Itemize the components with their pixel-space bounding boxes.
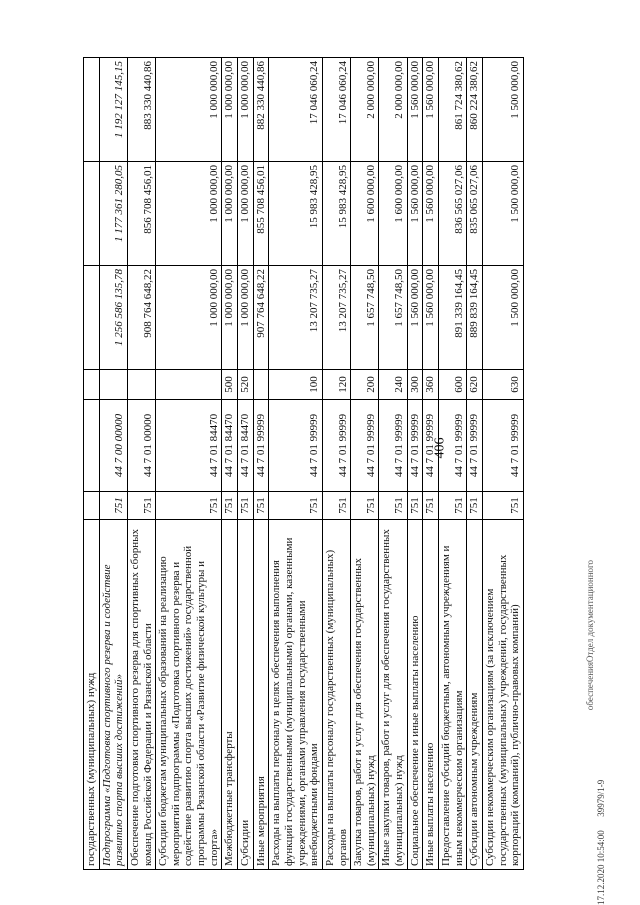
row-amount-2023: 860 224 380,62 bbox=[467, 58, 483, 162]
footer-timestamp: 17.12.2020 10:54:00 bbox=[596, 830, 606, 905]
row-name: Предоставление субсидий бюджетным, автономным учреждениям и иным некоммерческим организациям bbox=[439, 520, 467, 870]
row-amount-2022: 1 560 000,00 bbox=[423, 162, 439, 266]
table-row bbox=[322, 58, 350, 870]
row-vr bbox=[99, 370, 127, 400]
row-vr bbox=[156, 370, 222, 400]
table-row bbox=[269, 58, 323, 870]
row-amount-2022: 856 708 456,01 bbox=[127, 162, 155, 266]
table-row bbox=[222, 58, 238, 870]
row-code: 44 7 01 84470 bbox=[238, 400, 254, 492]
row-amount-2022: 1 600 000,00 bbox=[351, 162, 379, 266]
budget-table-body bbox=[84, 58, 524, 870]
row-name: Расходы на выплаты персоналу в целях обеспечения выполнения функций государственными (муниципальными) органами, казенными учреждениями, органами управления государственными внебюджетными фондами bbox=[269, 520, 323, 870]
budget-table-rotated bbox=[83, 58, 603, 870]
row-amount-2023: 1 560 000,00 bbox=[407, 58, 423, 162]
row-amount-2023: 882 330 440,86 bbox=[253, 58, 269, 162]
row-vr: 620 bbox=[467, 370, 483, 400]
row-code: 44 7 01 99999 bbox=[467, 400, 483, 492]
row-amount-2023: 1 000 000,00 bbox=[156, 58, 222, 162]
row-amount-2022: 1 600 000,00 bbox=[379, 162, 407, 266]
table-row bbox=[99, 58, 127, 870]
row-amount-2023: 1 192 127 145,15 bbox=[99, 58, 127, 162]
row-name: государственных (муниципальных) нужд bbox=[84, 520, 100, 870]
row-amount-2022: 855 708 456,01 bbox=[253, 162, 269, 266]
row-ministry: 751 bbox=[423, 492, 439, 520]
row-amount-2023: 1 500 000,00 bbox=[482, 58, 523, 162]
row-ministry: 751 bbox=[156, 492, 222, 520]
row-amount-2021: 889 839 164,45 bbox=[467, 266, 483, 370]
row-ministry: 751 bbox=[127, 492, 155, 520]
row-code: 44 7 01 00000 bbox=[127, 400, 155, 492]
row-ministry: 751 bbox=[467, 492, 483, 520]
row-vr bbox=[253, 370, 269, 400]
row-amount-2021: 1 560 000,00 bbox=[423, 266, 439, 370]
row-ministry: 751 bbox=[482, 492, 523, 520]
row-amount-2021: 1 000 000,00 bbox=[222, 266, 238, 370]
row-ministry: 751 bbox=[99, 492, 127, 520]
stamp-line: обеспечения bbox=[585, 662, 595, 711]
row-vr: 300 bbox=[407, 370, 423, 400]
row-vr: 240 bbox=[379, 370, 407, 400]
row-code: 44 7 01 99999 bbox=[423, 400, 439, 492]
row-ministry: 751 bbox=[238, 492, 254, 520]
row-amount-2022: 15 983 428,95 bbox=[322, 162, 350, 266]
table-row bbox=[439, 58, 467, 870]
row-vr: 200 bbox=[351, 370, 379, 400]
row-name: Подпрограмма «Подготовка спортивного резерва и содействие развитию спорта высших достижений» bbox=[99, 520, 127, 870]
row-amount-2022: 835 065 027,06 bbox=[467, 162, 483, 266]
row-ministry bbox=[84, 492, 100, 520]
row-amount-2022: 1 560 000,00 bbox=[407, 162, 423, 266]
row-amount-2023: 1 000 000,00 bbox=[222, 58, 238, 162]
row-vr: 500 bbox=[222, 370, 238, 400]
row-name: Иные выплаты населению bbox=[423, 520, 439, 870]
row-code: 44 7 00 00000 bbox=[99, 400, 127, 492]
table-row bbox=[156, 58, 222, 870]
row-amount-2021: 1 657 748,50 bbox=[351, 266, 379, 370]
table-row bbox=[127, 58, 155, 870]
row-code bbox=[84, 400, 100, 492]
row-name: Обеспечение подготовки спортивного резерва для спортивных сборных команд Российской Федерации и Рязанской области bbox=[127, 520, 155, 870]
row-code: 44 7 01 99999 bbox=[482, 400, 523, 492]
row-amount-2023: 2 000 000,00 bbox=[351, 58, 379, 162]
row-amount-2022: 1 000 000,00 bbox=[222, 162, 238, 266]
table-row bbox=[379, 58, 407, 870]
row-amount-2023: 883 330 440,86 bbox=[127, 58, 155, 162]
row-ministry: 751 bbox=[351, 492, 379, 520]
row-name: Субсидии bbox=[238, 520, 254, 870]
row-code: 44 7 01 99999 bbox=[407, 400, 423, 492]
footer bbox=[596, 605, 606, 905]
table-row bbox=[351, 58, 379, 870]
row-ministry: 751 bbox=[379, 492, 407, 520]
row-amount-2022: 1 000 000,00 bbox=[156, 162, 222, 266]
stamp-line: Отдел документационного bbox=[585, 560, 595, 663]
row-amount-2021: 1 000 000,00 bbox=[238, 266, 254, 370]
row-amount-2022 bbox=[84, 162, 100, 266]
row-code: 44 7 01 99999 bbox=[439, 400, 467, 492]
row-amount-2022: 1 500 000,00 bbox=[482, 162, 523, 266]
row-name: Закупка товаров, работ и услуг для обеспечения государственных (муниципальных) нужд bbox=[351, 520, 379, 870]
row-vr: 520 bbox=[238, 370, 254, 400]
row-amount-2022: 1 000 000,00 bbox=[238, 162, 254, 266]
table-row bbox=[407, 58, 423, 870]
row-amount-2023: 861 724 380,62 bbox=[439, 58, 467, 162]
row-code: 44 7 01 99999 bbox=[253, 400, 269, 492]
row-amount-2021: 13 207 735,27 bbox=[269, 266, 323, 370]
row-name: Социальное обеспечение и иные выплаты населению bbox=[407, 520, 423, 870]
row-amount-2023: 17 046 060,24 bbox=[269, 58, 323, 162]
row-ministry: 751 bbox=[253, 492, 269, 520]
row-ministry: 751 bbox=[439, 492, 467, 520]
row-ministry: 751 bbox=[269, 492, 323, 520]
row-code: 44 7 01 84470 bbox=[222, 400, 238, 492]
row-vr: 100 bbox=[269, 370, 323, 400]
row-vr bbox=[127, 370, 155, 400]
row-vr: 120 bbox=[322, 370, 350, 400]
row-amount-2021: 1 256 586 135,78 bbox=[99, 266, 127, 370]
row-name: Субсидии автономным учреждениям bbox=[467, 520, 483, 870]
row-code: 44 7 01 99999 bbox=[269, 400, 323, 492]
row-code: 44 7 01 99999 bbox=[351, 400, 379, 492]
row-amount-2023: 1 000 000,00 bbox=[238, 58, 254, 162]
budget-table bbox=[83, 57, 524, 870]
table-row bbox=[482, 58, 523, 870]
row-amount-2021: 13 207 735,27 bbox=[322, 266, 350, 370]
row-amount-2021: 1 657 748,50 bbox=[379, 266, 407, 370]
row-amount-2021: 891 339 164,45 bbox=[439, 266, 467, 370]
row-code: 44 7 01 99999 bbox=[322, 400, 350, 492]
row-name: Расходы на выплаты персоналу государственных (муниципальных) органов bbox=[322, 520, 350, 870]
row-code: 44 7 01 84470 bbox=[156, 400, 222, 492]
row-vr: 630 bbox=[482, 370, 523, 400]
row-vr: 600 bbox=[439, 370, 467, 400]
row-code: 44 7 01 99999 bbox=[379, 400, 407, 492]
table-row bbox=[253, 58, 269, 870]
row-amount-2021: 1 500 000,00 bbox=[482, 266, 523, 370]
row-amount-2021: 1 560 000,00 bbox=[407, 266, 423, 370]
row-name: Иные мероприятия bbox=[253, 520, 269, 870]
row-amount-2023: 2 000 000,00 bbox=[379, 58, 407, 162]
row-name: Иные закупки товаров, работ и услуг для обеспечения государственных (муниципальных) нужд bbox=[379, 520, 407, 870]
row-ministry: 751 bbox=[407, 492, 423, 520]
table-row bbox=[467, 58, 483, 870]
row-ministry: 751 bbox=[222, 492, 238, 520]
row-amount-2023: 1 560 000,00 bbox=[423, 58, 439, 162]
row-amount-2021: 908 764 648,22 bbox=[127, 266, 155, 370]
row-vr: 360 bbox=[423, 370, 439, 400]
row-amount-2023: 17 046 060,24 bbox=[322, 58, 350, 162]
row-amount-2023 bbox=[84, 58, 100, 162]
row-ministry: 751 bbox=[322, 492, 350, 520]
page-number: 406 bbox=[432, 437, 448, 459]
table-row bbox=[84, 58, 100, 870]
row-amount-2022: 836 565 027,06 bbox=[439, 162, 467, 266]
footer-doc-id: 39979/1-9 bbox=[596, 779, 606, 817]
row-amount-2021: 1 000 000,00 bbox=[156, 266, 222, 370]
table-row bbox=[423, 58, 439, 870]
table-row bbox=[238, 58, 254, 870]
row-vr bbox=[84, 370, 100, 400]
row-amount-2022: 1 177 361 280,05 bbox=[99, 162, 127, 266]
row-amount-2022: 15 983 428,95 bbox=[269, 162, 323, 266]
row-name: Субсидии некоммерческим организациям (за исключением государственных (муниципальных) учреждений, государственных корпораций (компаний), публично-правовых компаний) bbox=[482, 520, 523, 870]
row-name: Субсидии бюджетам муниципальных образований на реализацию мероприятий подпрограммы «Подготовка спортивного резерва и содействие развитию спорта высших достижений» государственной программы Рязанской области «Развитие физической культуры и спорта» bbox=[156, 520, 222, 870]
row-amount-2021 bbox=[84, 266, 100, 370]
row-name: Межбюджетные трансферты bbox=[222, 520, 238, 870]
row-amount-2021: 907 764 648,22 bbox=[253, 266, 269, 370]
